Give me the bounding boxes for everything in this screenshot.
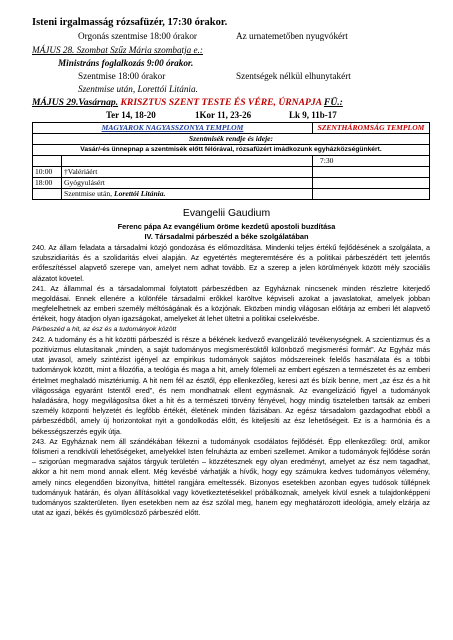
paragraph-240: 240. Az állam feladata a társadalmi közjó gondozása és előmozdítása. Mindenki teljes értékű fejlődésének a szolgálata, a szubszidiaritás és a szolidaritás elvei alapján. Az egyetértés megteremtésére és a politikai párbeszédért tett jelentős erőfeszítéssel alapvető szerepe van, amelyet nem adhat tovább. Ez a szerep a jelen körülmények között mély szociális alázatot követel. xyxy=(32,243,430,283)
article-body xyxy=(32,243,430,518)
may29-heading xyxy=(32,97,343,108)
table-row xyxy=(33,167,430,178)
empty-cell xyxy=(33,189,62,200)
may28-intention: Szentségek nélkül elhunytakért xyxy=(236,71,351,81)
schedule-header: Szentmisék rendje és ideje: xyxy=(33,134,430,145)
empty-cell xyxy=(312,167,429,178)
church-right: SZENTHÁROMSÁG TEMPLOM xyxy=(312,123,429,134)
litany-cell xyxy=(62,189,313,200)
section-heading: Párbeszéd a hit, az ész és a tudományok között xyxy=(32,325,177,333)
paragraph-243: 243. Az Egyháznak nem áll szándékában fékezni a tudományok csodálatos fejlődését. Épp ellenkezőleg: örül, amikor fölismeri a rendkívüli lehetőségeket, amelyekkel Isten felruházta az emberi szellemet. Amikor a tudományok fejlődése során – szigorúan megmaradva sajátos tárgyuk területén – közzétesznek egy olyan eredményt, amelyet az ész nem tagadhat, akkor a hit nem mond annak ellent. Még kevésbé várhatják a hívők, hogy egy számukra kedves tudományos vélemény, amely nincs elegendően bizonyítva, hittétel rangjára emeltessék. Bizonyos esetekben azonban egyes tudósok túllépnek tudományuk határán, és olyan állításokkal vagy következtetésekkel próbálkoznak, amelyek kívül esnek a tulajdonképpeni tudományos szakterületen. Ilyen esetekben nem az ész szólal meg, hanem egy meghatározott ideológia, amely elzárja az utat az igazi, békés és gyümölcsöző párbeszéd előtt. xyxy=(32,436,430,518)
may28-mass-time: Szentmise 18:00 órakor xyxy=(78,71,166,81)
rosary-notice: Isteni irgalmasság rózsafüzér, 17:30 órakor. xyxy=(32,17,228,28)
article-title: Evangelii Gaudium xyxy=(182,208,271,219)
article-subtitle: Ferenc pápa Az evangélium öröme kezdetű apostoli buzdítása xyxy=(117,222,336,231)
urn-cemetery-intention: Az urnatemetőben nyugvókért xyxy=(236,31,348,41)
mass-schedule-table xyxy=(32,122,430,200)
mass-time: 10:00 xyxy=(33,167,62,178)
ministrant-notice: Ministráns foglalkozás 9:00 órakor. xyxy=(58,58,194,68)
article-section: IV. Társadalmi párbeszéd a béke szolgálatában xyxy=(144,232,309,241)
paragraph-241: 241. Az állammal és a társadalommal folytatott párbeszédben az Egyháznak nincsenek minden részletre kiterjedő megoldásai. Ennek ellenére a különféle társadalmi erőkkel karöltve képviseli azokat a javaslatokat, amelyek jobban megfelelhetnek az emberi személy méltóságának és a közjónak. Eközben mindig világosan előtárja az emberi lét alapvető értékeit, hogy átadjon olyan igazságokat, amelyeket át lehet ültetni a politikai cselekvésbe. xyxy=(32,283,430,324)
empty-intention-cell xyxy=(62,156,313,167)
mass-intention: †Valériáért xyxy=(62,167,313,178)
rosary-schedule-notice: Vasár/-és ünnepnap a szentmisék előtt félórával, rózsafüzért imádkozunk egyházközségünkért. xyxy=(33,145,430,156)
reading-1: Ter 14, 18-20 xyxy=(106,110,156,120)
reading-2: 1Kor 11, 23-26 xyxy=(195,110,252,120)
empty-cell xyxy=(312,189,429,200)
may28-heading: MÁJUS 28. Szombat Szűz Mária szombatja e.: xyxy=(32,45,203,55)
mass-intention: Gyógyulásért xyxy=(62,178,313,189)
time-right: 7:30 xyxy=(312,156,429,167)
paragraph-242: 242. A tudomány és a hit közötti párbeszéd is része a békének kedvező evangelizáló tevékenységnek. A szcientizmus és a pozitivizmus elutasítanak „minden, a saját tudományos megismerésüktől különböző megismerési formát”. Az Egyház más utat javasol, amely szintézist igényel az empirikus tudományok sajátos módszereinek felelős használata és a többi tudományok között, mint a filozófia, a teológia és maga a hit, amely fölemeli az embert egészen a természetet és az emberi értelmet meghaladó misztériumig. A hit nem fél az észtől, épp ellenkezőleg, keresi azt és bízik benne, mert „az ész és a hit világossága egyaránt Istentől ered”, és nem mondhatnak ellent egymásnak. Az evangelizáció figyel a tudományok haladására, hogy megvilágosítsa őket a hit és a természeti törvény fényével, hogy mindig tiszteletben tartsák az emberi személy központi helyzetét és legfőbb értékét, életének minden fázisában. Az egész társadalom gazdagodhat ebből a párbeszédből, amely új horizontokat nyit a gondolkodás előtt, és kiteljesíti az ész lehetőségeit. Ez is a harmónia és a békességszerzés egyik útja. xyxy=(32,334,430,436)
feast-title: KRISZTUS SZENT TESTE ÉS VÉRE, ÚRNAPJA xyxy=(120,97,322,108)
empty-time-cell xyxy=(33,156,62,167)
litany-label: Lorettói Litánia. xyxy=(114,189,166,198)
mass-time: 18:00 xyxy=(33,178,62,189)
table-row xyxy=(33,178,430,189)
reading-3: Lk 9, 11b-17 xyxy=(289,110,337,120)
after-mass-label: Szentmise után, xyxy=(64,189,113,198)
church-left: MAGYAROK NAGYASSZONYA TEMPLOM xyxy=(33,123,313,134)
empty-cell xyxy=(312,178,429,189)
may29-date: MÁJUS 29.Vasárnap. xyxy=(32,97,119,108)
feast-rank: FÜ.: xyxy=(323,97,343,108)
may28-litany: Szentmise után, Lorettói Litánia. xyxy=(78,84,198,94)
organ-mass-time: Orgonás szentmise 18:00 órakor xyxy=(78,31,197,41)
